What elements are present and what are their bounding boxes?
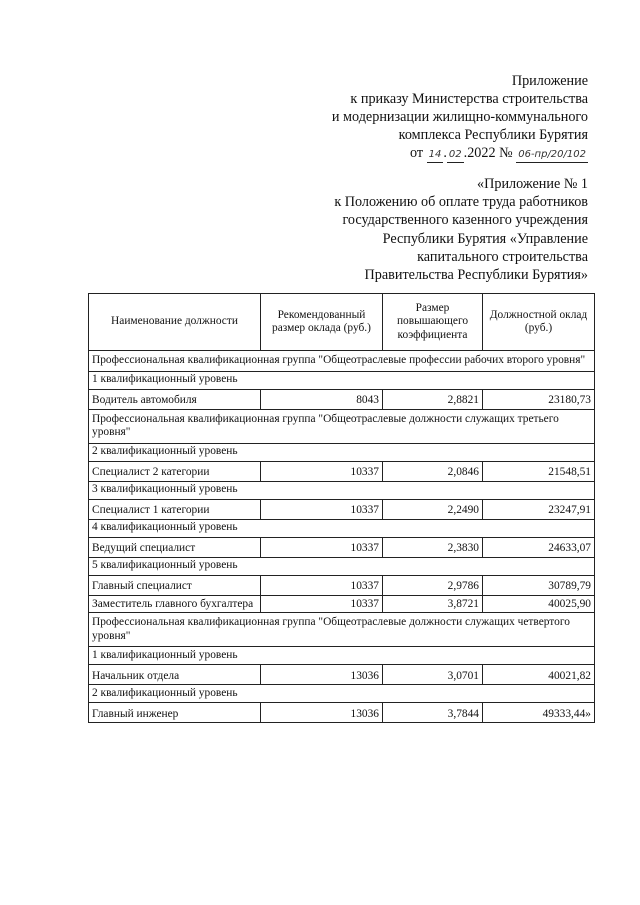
coefficient: 2,3830 <box>383 537 483 557</box>
level-row <box>89 519 595 537</box>
salary: 21548,51 <box>483 461 595 481</box>
level-row <box>89 443 595 461</box>
table-row <box>89 665 595 685</box>
base-salary: 13036 <box>261 665 383 685</box>
position-name: Специалист 2 категории <box>89 461 261 481</box>
level-title: 2 квалификационный уровень <box>89 443 595 461</box>
group-title: Профессиональная квалификационная группа "Общеотраслевые должности служащих четвертого уровня" <box>89 613 595 647</box>
base-salary: 13036 <box>261 703 383 723</box>
salary: 23180,73 <box>483 389 595 409</box>
table-row <box>89 595 595 613</box>
header-line: Приложение <box>511 73 588 89</box>
order-header <box>258 72 588 163</box>
coefficient: 2,9786 <box>383 575 483 595</box>
position-name: Водитель автомобиля <box>89 389 261 409</box>
coefficient: 3,7844 <box>383 703 483 723</box>
appendix-line: Правительства Республики Бурятия» <box>364 267 588 284</box>
level-title: 1 квалификационный уровень <box>89 647 595 665</box>
group-row <box>89 409 595 443</box>
coefficient: 2,2490 <box>383 499 483 519</box>
level-row <box>89 557 595 575</box>
group-title: Профессиональная квалификационная группа "Общеотраслевые профессии рабочих второго уровня" <box>89 351 595 372</box>
header-line: и модернизации жилищно-коммунального <box>331 109 588 125</box>
salary: 40021,82 <box>483 665 595 685</box>
level-title: 3 квалификационный уровень <box>89 481 595 499</box>
coefficient: 2,0846 <box>383 461 483 481</box>
base-salary: 10337 <box>261 461 383 481</box>
base-salary: 10337 <box>261 537 383 557</box>
position-name: Заместитель главного бухгалтера <box>89 595 261 613</box>
group-title: Профессиональная квалификационная группа "Общеотраслевые должности служащих третьего уровня" <box>89 409 595 443</box>
table-row <box>89 703 595 723</box>
column-header-coefficient: Размер повышающего коэффициента <box>383 294 483 351</box>
order-date-line: от 14 . 02 .2022 № 06-пр/20/102 <box>409 145 586 161</box>
base-salary: 10337 <box>261 595 383 613</box>
position-name: Специалист 1 категории <box>89 499 261 519</box>
base-salary: 10337 <box>261 499 383 519</box>
appendix-line: «Приложение № 1 <box>477 176 588 192</box>
appendix-line: Республики Бурятия «Управление <box>382 230 588 247</box>
level-row <box>89 371 595 389</box>
salary: 30789,79 <box>483 575 595 595</box>
coefficient: 3,0701 <box>383 665 483 685</box>
coefficient: 3,8721 <box>383 595 483 613</box>
group-row <box>89 613 595 647</box>
salary-table <box>88 293 595 723</box>
appendix-line: государственного казенного учреждения <box>342 212 588 229</box>
level-row <box>89 481 595 499</box>
group-row <box>89 351 595 372</box>
base-salary: 8043 <box>261 389 383 409</box>
level-row <box>89 647 595 665</box>
date-prefix: от <box>409 145 424 161</box>
column-header-base-salary: Рекомендованный размер оклада (руб.) <box>261 294 383 351</box>
table-row <box>89 537 595 557</box>
table-row <box>89 389 595 409</box>
table-header-row <box>89 294 595 351</box>
table-row <box>89 499 595 519</box>
appendix-header <box>248 175 588 284</box>
table-row <box>89 461 595 481</box>
date-year: .2022 № <box>463 145 513 161</box>
level-row <box>89 685 595 703</box>
salary: 23247,91 <box>483 499 595 519</box>
appendix-line: к Положению об оплате труда работников <box>334 194 588 211</box>
salary: 49333,44» <box>483 703 595 723</box>
position-name: Главный специалист <box>89 575 261 595</box>
header-line: комплекса Республики Бурятия <box>398 127 588 143</box>
order-number: 06-пр/20/102 <box>516 148 588 163</box>
table-row <box>89 575 595 595</box>
coefficient: 2,8821 <box>383 389 483 409</box>
date-month: 02 <box>447 148 464 163</box>
level-title: 4 квалификационный уровень <box>89 519 595 537</box>
level-title: 5 квалификационный уровень <box>89 557 595 575</box>
date-day: 14 <box>427 148 444 163</box>
level-title: 2 квалификационный уровень <box>89 685 595 703</box>
salary: 40025,90 <box>483 595 595 613</box>
appendix-line: капитального строительства <box>417 248 588 265</box>
position-name: Главный инженер <box>89 703 261 723</box>
base-salary: 10337 <box>261 575 383 595</box>
level-title: 1 квалификационный уровень <box>89 371 595 389</box>
header-line: к приказу Министерства строительства <box>350 91 588 107</box>
column-header-salary: Должностной оклад (руб.) <box>483 294 595 351</box>
position-name: Начальник отдела <box>89 665 261 685</box>
position-name: Ведущий специалист <box>89 537 261 557</box>
salary: 24633,07 <box>483 537 595 557</box>
column-header-position: Наименование должности <box>89 294 261 351</box>
